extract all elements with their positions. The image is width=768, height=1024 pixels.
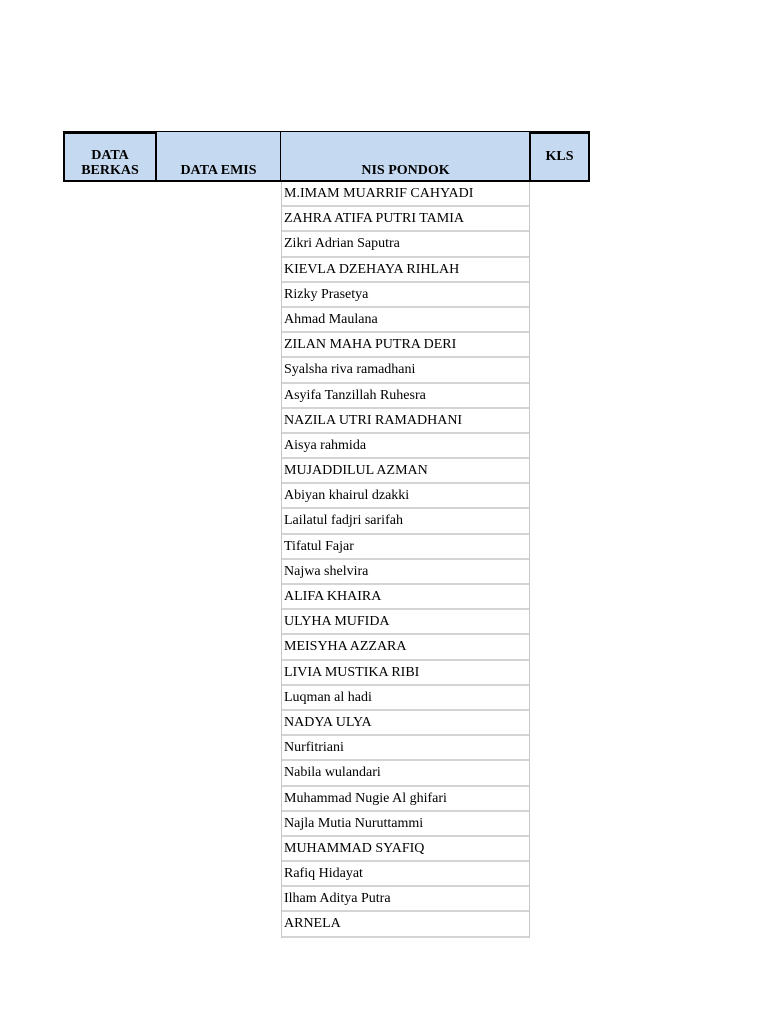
table-row: Rizky Prasetya [282, 283, 529, 308]
student-name-list [281, 182, 530, 938]
table-row: NAZILA UTRI RAMADHANI [282, 409, 529, 434]
table-row: Ilham Aditya Putra [282, 887, 529, 912]
table-row: Asyifa Tanzillah Ruhesra [282, 384, 529, 409]
table-row: M.IMAM MUARRIF CAHYADI [282, 182, 529, 207]
table-row: NADYA ULYA [282, 711, 529, 736]
table-row: Lailatul fadjri sarifah [282, 509, 529, 534]
table-row: Nabila wulandari [282, 761, 529, 786]
table-row: Syalsha riva ramadhani [282, 358, 529, 383]
table-row: ULYHA MUFIDA [282, 610, 529, 635]
table-row: MUJADDILUL AZMAN [282, 459, 529, 484]
table-row: Tifatul Fajar [282, 535, 529, 560]
table-row: Luqman al hadi [282, 686, 529, 711]
header-kls: KLS [529, 131, 590, 182]
table-row: MEISYHA AZZARA [282, 635, 529, 660]
table-row: KIEVLA DZEHAYA RIHLAH [282, 258, 529, 283]
table-row: ALIFA KHAIRA [282, 585, 529, 610]
table-row: Zikri Adrian Saputra [282, 232, 529, 257]
table-row: LIVIA MUSTIKA RIBI [282, 661, 529, 686]
table-row: Najla Mutia Nuruttammi [282, 812, 529, 837]
header-data-berkas: DATA BERKAS [63, 131, 157, 182]
table-row: Rafiq Hidayat [282, 862, 529, 887]
table-row: Ahmad Maulana [282, 308, 529, 333]
table-row: Abiyan khairul dzakki [282, 484, 529, 509]
table-row: Nurfitriani [282, 736, 529, 761]
table-row: Muhammad Nugie Al ghifari [282, 787, 529, 812]
table-row: ZAHRA ATIFA PUTRI TAMIA [282, 207, 529, 232]
header-nis-pondok: NIS PONDOK [281, 131, 530, 182]
table-row: ARNELA [282, 912, 529, 937]
table-row: ZILAN MAHA PUTRA DERI [282, 333, 529, 358]
table-row: MUHAMMAD SYAFIQ [282, 837, 529, 862]
header-data-emis: DATA EMIS [157, 131, 281, 182]
table-row: Aisya rahmida [282, 434, 529, 459]
table-row: Najwa shelvira [282, 560, 529, 585]
